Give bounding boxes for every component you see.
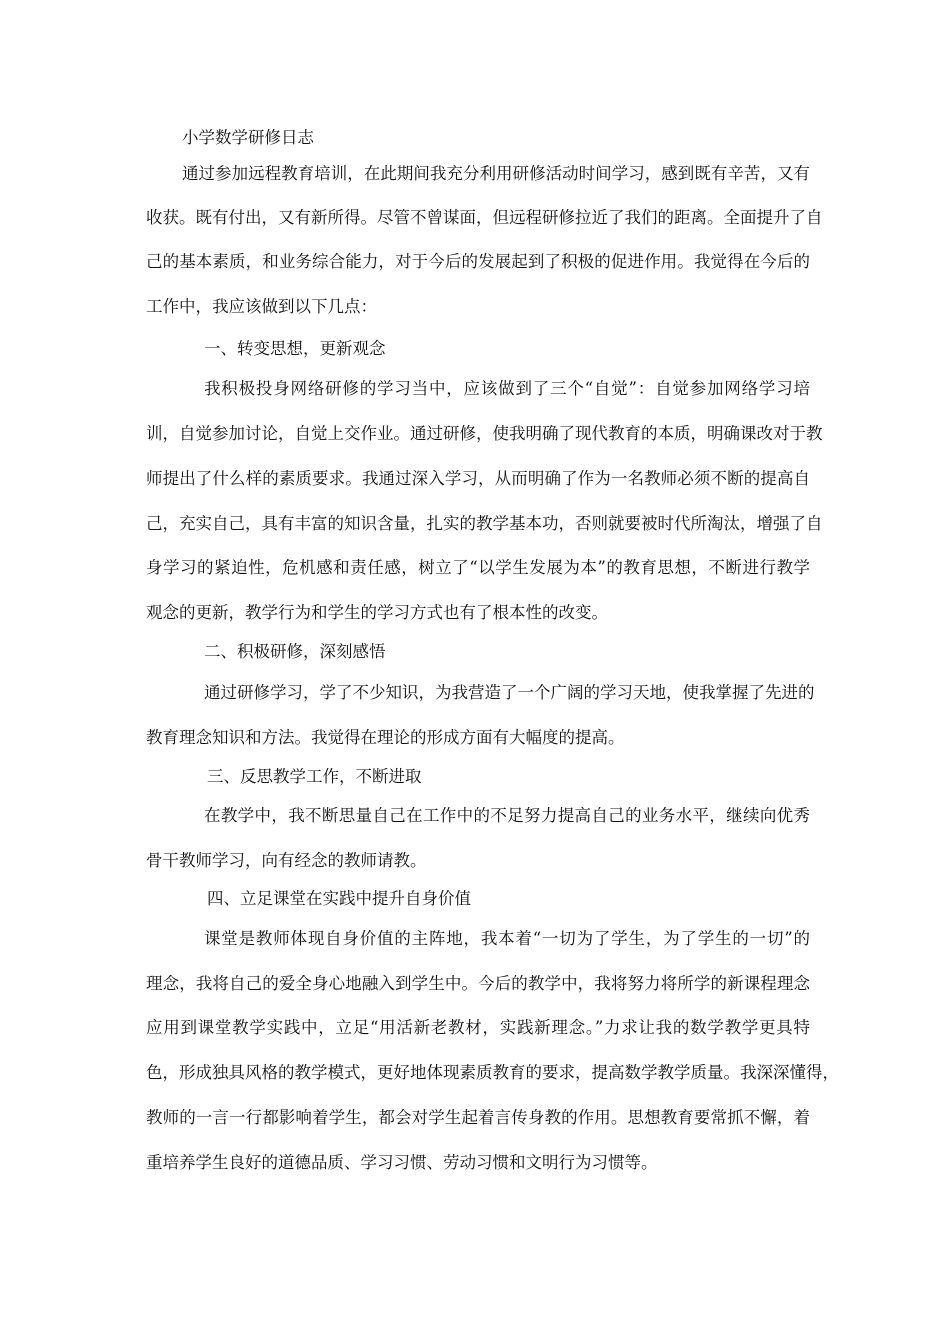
paragraph-line: 教师的一言一行都影响着学生，都会对学生起着言传身教的作用。思想教育要常抓不懈，着 — [146, 1108, 810, 1127]
paragraph-line: 在教学中，我不断思量自己在工作中的不足努力提高自己的业务水平，继续向优秀 — [204, 806, 810, 825]
paragraph-line: 重培养学生良好的道德品质、学习习惯、劳动习惯和文明行为习惯等。 — [146, 1153, 658, 1172]
paragraph-line: 工作中，我应该做到以下几点： — [146, 297, 377, 316]
paragraph-line: 训，自觉参加讨论，自觉上交作业。通过研修，使我明确了现代教育的本质，明确课改对于教 — [146, 424, 823, 443]
paragraph-line: 身学习的紧迫性，危机感和责任感，树立了“以学生发展为本”的教育思想，不断进行教学 — [146, 558, 810, 577]
section-heading: 一、转变思想，更新观念 — [204, 339, 386, 358]
paragraph-line: 师提出了什么样的素质要求。我通过深入学习，从而明确了作为一名教师必须不断的提高自 — [146, 469, 810, 488]
paragraph-line: 观念的更新，教学行为和学生的学习方式也有了根本性的改变。 — [146, 603, 608, 622]
paragraph-line: 通过参加远程教育培训，在此期间我充分利用研修活动时间学习，感到既有辛苦，又有 — [182, 164, 810, 183]
paragraph-line: 己，充实自己，具有丰富的知识含量，扎实的教学基本功，否则就要被时代所淘汰，增强了自 — [146, 514, 823, 533]
paragraph-line: 课堂是教师体现自身价值的主阵地，我本着“一切为了学生，为了学生的一切”的 — [204, 929, 810, 948]
paragraph-line: 理念，我将自己的爱全身心地融入到学生中。今后的教学中，我将努力将所学的新课程理念 — [146, 974, 810, 993]
section-heading: 三、反思教学工作，不断进取 — [207, 767, 422, 786]
paragraph-line: 教育理念知识和方法。我觉得在理论的形成方面有大幅度的提高。 — [146, 728, 625, 747]
section-heading: 二、积极研修，深刻感悟 — [204, 642, 386, 661]
paragraph-line: 应用到课堂教学实践中，立足“用活新老教材，实践新理念。”力求让我的数学教学更具特 — [146, 1018, 810, 1037]
paragraph-line: 骨干教师学习，向有经念的教师请教。 — [146, 851, 427, 870]
paragraph-line: 收获。既有付出，又有新所得。尽管不曾谋面，但远程研修拉近了我们的距离。全面提升了自 — [146, 208, 823, 227]
paragraph-line: 我积极投身网络研修的学习当中，应该做到了三个“自觉”：自觉参加网络学习培 — [204, 379, 810, 398]
paragraph-line: 色，形成独具风格的教学模式，更好地体现素质教育的要求，提高数学教学质量。我深深懂得， — [146, 1063, 839, 1082]
document-title: 小学数学研修日志 — [182, 128, 314, 147]
paragraph-line: 己的基本素质，和业务综合能力，对于今后的发展起到了积极的促进作用。我觉得在今后的 — [146, 252, 810, 271]
paragraph-line: 通过研修学习，学了不少知识，为我营造了一个广阔的学习天地，使我掌握了先进的 — [204, 683, 815, 702]
section-heading: 四、立足课堂在实践中提升自身价值 — [207, 889, 471, 908]
